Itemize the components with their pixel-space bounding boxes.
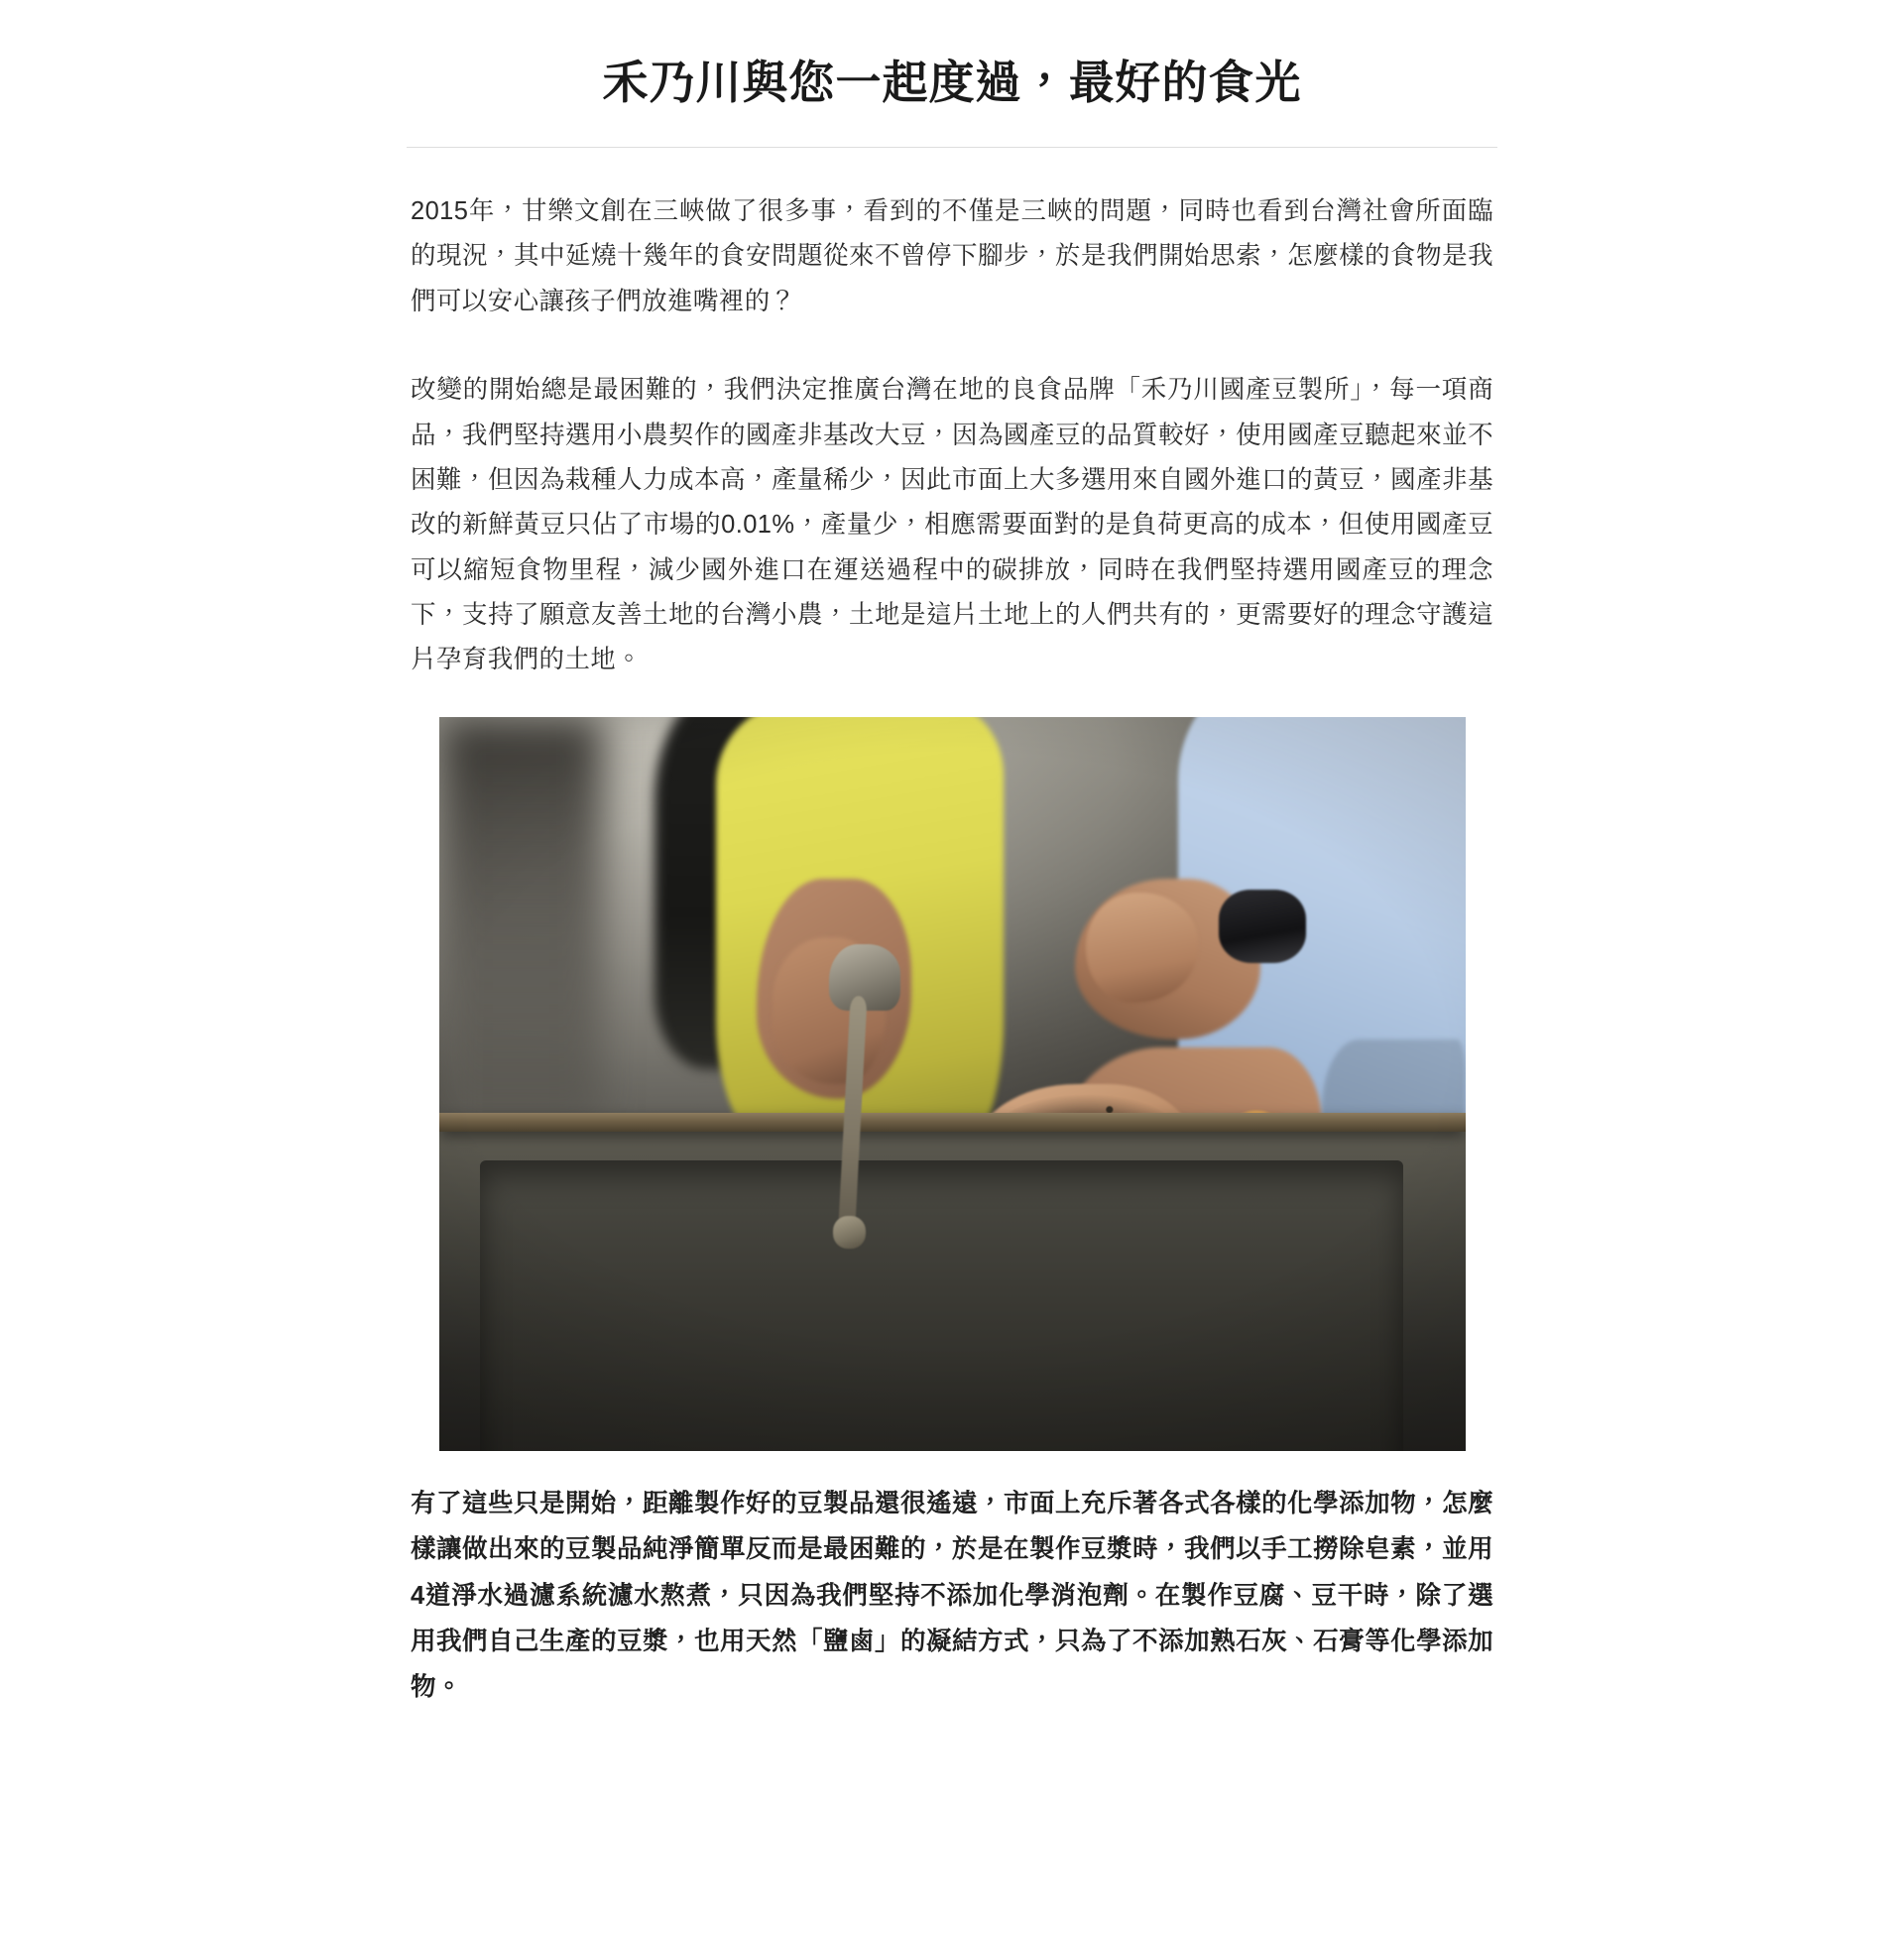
- hose-knot: [833, 1216, 866, 1249]
- article-figure: [439, 717, 1466, 1451]
- photo-shadow-left: [439, 717, 604, 1121]
- tank-rim: [439, 1113, 1466, 1132]
- paragraph-process: 有了這些只是開始，距離製作好的豆製品還很遙遠，市面上充斥著各式各樣的化學添加物，怎麼樣讓做出來的豆製品純淨簡單反而是最困難的，於是在製作豆漿時，我們以手工撈除皂素，並用4道淨水過濾系統濾水熬煮，只因為我們堅持不添加化學消泡劑。在製作豆腐、豆干時，除了選用我們自己生產的豆漿，也用天然「鹽鹵」的凝結方式，只為了不添加熟石灰、石膏等化學添加物。: [411, 1489, 1493, 1702]
- page-title: 禾乃川與您一起度過，最好的食光: [602, 57, 1302, 108]
- title-divider: [407, 147, 1497, 148]
- wristwatch: [1219, 890, 1306, 963]
- tank-interior: [480, 1160, 1404, 1451]
- paragraph-brand-story: 改變的開始總是最困難的，我們決定推廣台灣在地的良食品牌「禾乃川國產豆製所」，每一項商品，我們堅持選用小農契作的國產非基改大豆，因為國產豆的品質較好，使用國產豆聽起來並不困難，但因為栽種人力成本高，產量稀少，因此市面上大多選用來自國外進口的黃豆，國產非基改的新鮮黃豆只佔了市場的0.01%，產量少，相應需要面對的是負荷更高的成本，但使用國產豆可以縮短食物里程，減少國外進口在運送過程中的碳排放，同時在我們堅持選用國產豆的理念下，支持了願意友善土地的台灣小農，土地是這片土地上的人們共有的，更需要好的理念守護這片孕育我們的土地。: [411, 376, 1493, 674]
- paragraph-intro: 2015年，甘樂文創在三峽做了很多事，看到的不僅是三峽的問題，同時也看到台灣社會所面臨的現況，其中延燒十幾年的食安問題從來不曾停下腳步，於是我們開始思索，怎麼樣的食物是我們可以安心讓孩子們放進嘴裡的？: [411, 197, 1493, 315]
- soybean-hands-photo: [439, 717, 1466, 1451]
- article-body: [407, 189, 1497, 1711]
- article: [407, 0, 1497, 1711]
- washing-tank: [439, 1113, 1466, 1450]
